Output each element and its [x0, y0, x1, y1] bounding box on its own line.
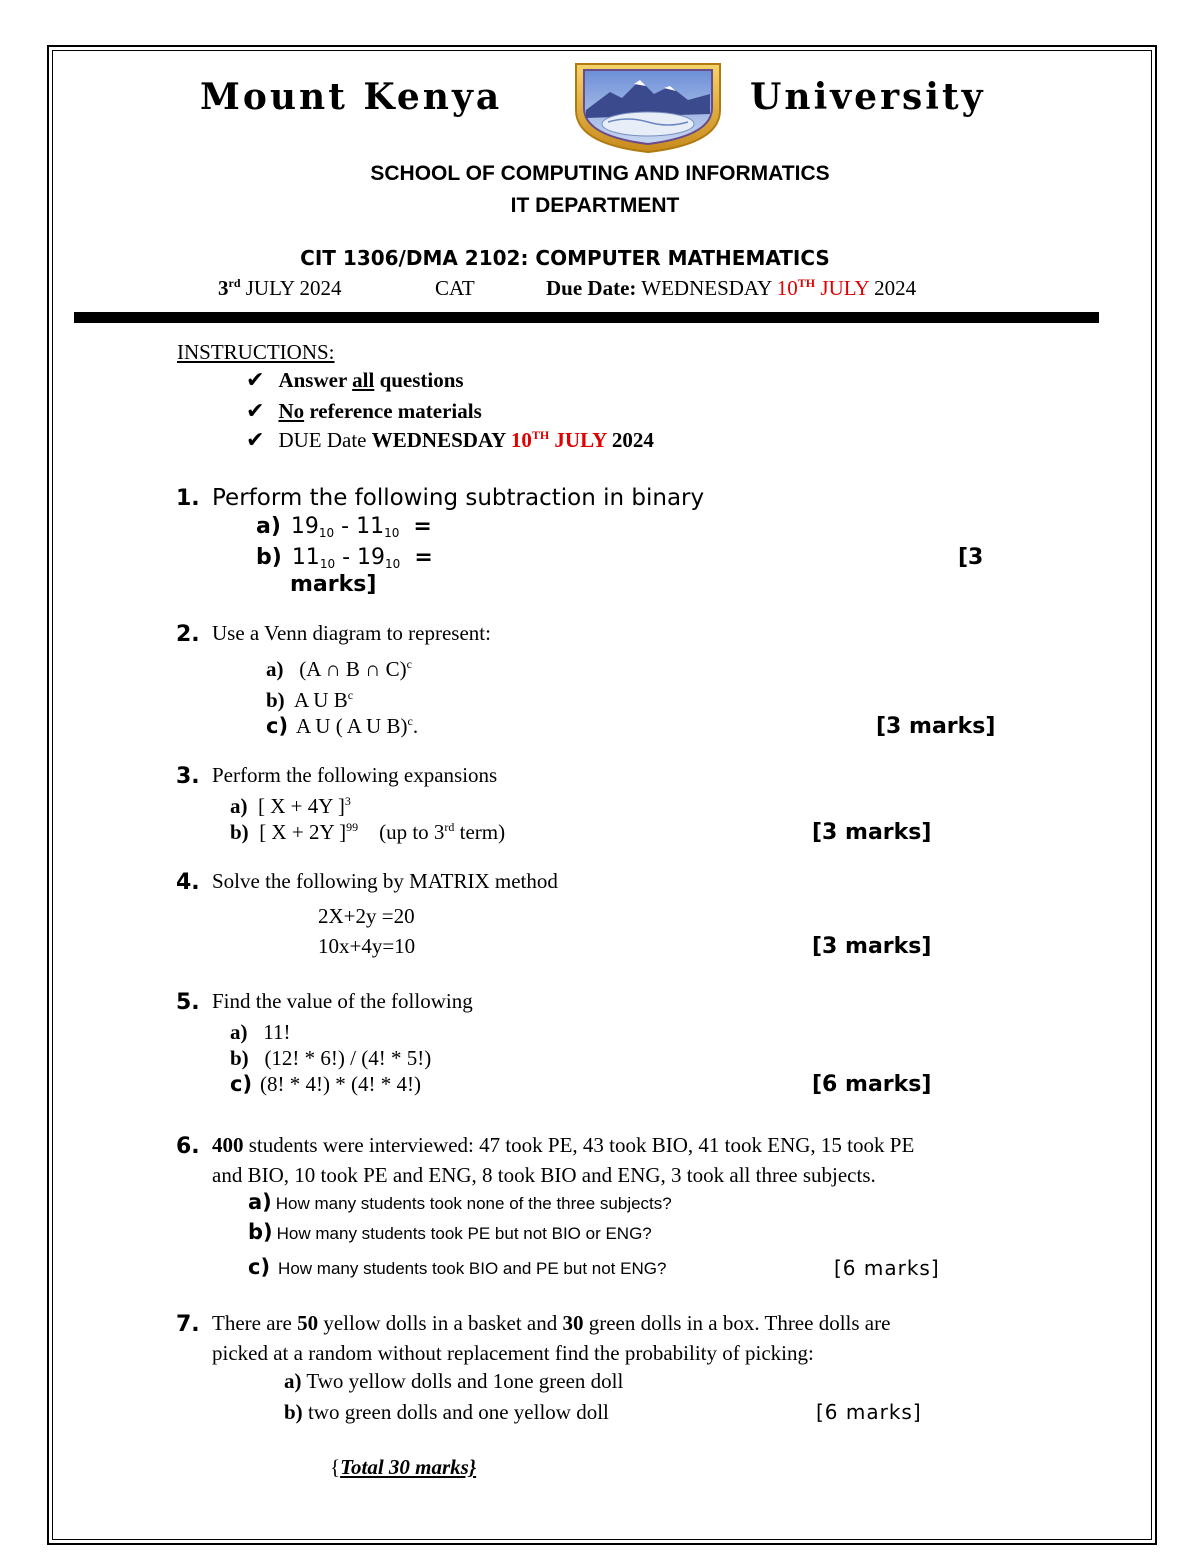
q1-b-n2: 19 — [357, 545, 386, 570]
q6-marks: [6 marks] — [834, 1256, 940, 1280]
q7-n1: 50 — [297, 1311, 319, 1335]
q7-number: 7. — [176, 1312, 200, 1337]
q1-a-eq: = — [413, 514, 432, 539]
q1-number: 1. — [176, 486, 200, 511]
q5-c-label: c) — [230, 1072, 253, 1096]
q1-a-s1: 10 — [318, 526, 335, 540]
q2-number: 2. — [176, 622, 200, 647]
q1-part-a — [256, 514, 432, 540]
q2-a-label: a) — [266, 657, 284, 681]
q3-a-text: [ X + 4Y ] — [258, 794, 345, 818]
q6-c-label: c) — [248, 1255, 271, 1279]
instruction-1-text-c: questions — [374, 368, 464, 392]
q1-b-n1: 11 — [291, 545, 320, 570]
q5-part-c — [230, 1072, 421, 1097]
q6-text-line1 — [212, 1133, 914, 1158]
q5-b-text: (12! * 6!) / (4! * 5!) — [264, 1046, 432, 1070]
q1-text: Perform the following subtraction in binary — [212, 485, 705, 511]
total-marks — [330, 1455, 476, 1480]
q1-b-s1: 10 — [319, 557, 336, 571]
university-logo — [568, 58, 728, 154]
q3-a-sup: 3 — [344, 794, 351, 808]
q3-marks: [3 marks] — [812, 820, 932, 845]
q2-part-b — [266, 688, 353, 713]
date-day: 3 — [218, 276, 229, 300]
q7-t3: green dolls in a box. Three dolls are — [583, 1311, 891, 1335]
instruction-2 — [246, 399, 482, 424]
q2-a-text: (A ∩ B ∩ C) — [299, 657, 407, 681]
q3-b-note-end: term) — [454, 820, 506, 844]
q6-a-text: How many students took none of the three subjects? — [275, 1194, 672, 1213]
q5-text: Find the value of the following — [212, 989, 473, 1013]
q6-part-c — [248, 1255, 666, 1279]
date-rest: JULY 2024 — [245, 276, 342, 300]
due-suffix: TH — [797, 276, 816, 290]
checkmark-icon: ✔ — [246, 399, 265, 424]
q5-part-a — [230, 1020, 290, 1045]
q6-number: 6. — [176, 1134, 200, 1159]
q1-b-label: b) — [256, 545, 282, 570]
instruction-2-text-a: No — [278, 399, 305, 423]
school-name: SCHOOL OF COMPUTING AND INFORMATICS — [370, 162, 830, 185]
q5-part-b — [230, 1046, 431, 1071]
q1-a-label: a) — [256, 514, 281, 539]
q2-a-sup: c — [406, 657, 412, 671]
q6-text1: students were interviewed: 47 took PE, 43 took BIO, 41 took ENG, 15 took PE — [243, 1133, 915, 1157]
q1-marks-part1: [3 — [958, 545, 984, 570]
q7-part-b — [284, 1400, 609, 1425]
due-weekday: WEDNESDAY — [641, 276, 772, 300]
q7-text-line1 — [212, 1311, 890, 1336]
due-label: Due Date: — [546, 276, 637, 300]
q6-c-text: How many students took BIO and PE but not ENG? — [278, 1259, 667, 1278]
course-title: CIT 1306/DMA 2102: COMPUTER MATHEMATICS — [300, 246, 830, 270]
q4-number: 4. — [176, 870, 200, 895]
q3-b-label: b) — [230, 820, 249, 844]
q1-b-s2: 10 — [385, 557, 401, 571]
q7-a-label: a) — [284, 1369, 302, 1393]
q6-text-line2: and BIO, 10 took PE and ENG, 8 took BIO and ENG, 3 took all three subjects. — [212, 1163, 876, 1187]
q2-c-label: c) — [266, 714, 289, 738]
instruction-3-text-e: JULY — [549, 428, 607, 452]
q2-b-sup: c — [347, 688, 354, 702]
q7-part-a — [284, 1369, 623, 1394]
q3-b-sup: 99 — [346, 820, 359, 834]
q7-t2: yellow dolls in a basket and — [318, 1311, 563, 1335]
q7-b-label: b) — [284, 1400, 303, 1424]
exam-date — [218, 276, 341, 301]
q6-count: 400 — [212, 1133, 244, 1157]
due-date — [546, 276, 916, 301]
q3-part-a — [230, 794, 351, 819]
instruction-3 — [246, 428, 654, 453]
q7-t1: There are — [212, 1311, 298, 1335]
q2-marks: [3 marks] — [876, 714, 996, 739]
q1-b-op: - — [335, 545, 358, 570]
instructions-title: INSTRUCTIONS: — [177, 340, 335, 364]
header-right-word: University — [750, 76, 986, 118]
q3-b-note: (up to 3 — [379, 820, 445, 844]
checkmark-icon: ✔ — [246, 428, 265, 453]
q1-marks-part2: marks] — [290, 572, 377, 597]
q4-equation-1: 2X+2y =20 — [318, 904, 415, 928]
q6-a-label: a) — [248, 1190, 272, 1214]
instruction-3-text-b: WEDNESDAY — [371, 428, 511, 452]
q3-number: 3. — [176, 764, 200, 789]
q7-b-text: two green dolls and one yellow doll — [307, 1400, 609, 1424]
instruction-1 — [246, 368, 464, 393]
due-year: 2024 — [874, 276, 917, 300]
q7-n2: 30 — [562, 1311, 584, 1335]
q2-part-a — [266, 657, 412, 682]
total-text: Total 30 marks} — [340, 1455, 477, 1479]
q1-b-eq: = — [414, 545, 433, 570]
due-month: JULY — [820, 276, 869, 300]
q3-b-text: [ X + 2Y ] — [259, 820, 347, 844]
q2-part-c: c) A U ( A U B)$^c$. — [266, 714, 419, 738]
q5-b-label: b) — [230, 1046, 249, 1070]
q6-b-label: b) — [248, 1220, 273, 1244]
q6-part-a — [248, 1190, 672, 1214]
header-left-word: Mount Kenya — [200, 76, 503, 118]
total-open: { — [330, 1455, 341, 1479]
instruction-3-text-a: DUE Date — [278, 428, 372, 452]
department-name: IT DEPARTMENT — [510, 194, 680, 217]
q2-b-text: A U B — [294, 688, 348, 712]
date-suffix: rd — [228, 276, 241, 290]
q7-a-text: Two yellow dolls and 1one green doll — [306, 1369, 624, 1393]
instruction-3-text-c: 10 — [510, 428, 532, 452]
due-day: 10 — [776, 276, 798, 300]
q1-a-op: - — [334, 514, 357, 539]
q6-b-text: How many students took PE but not BIO or ENG? — [276, 1224, 652, 1243]
q4-text: Solve the following by MATRIX method — [212, 869, 558, 893]
q5-marks: [6 marks] — [812, 1072, 932, 1097]
q7-text-line2: picked at a random without replacement find the probability of picking: — [212, 1341, 814, 1365]
q2-b-label: b) — [266, 688, 285, 712]
q1-a-n2: 11 — [356, 514, 385, 539]
q3-b-note-sup: rd — [444, 820, 455, 834]
exam-type: CAT — [435, 276, 475, 300]
q6-part-b — [248, 1220, 652, 1244]
q4-equation-2: 10x+4y=10 — [318, 934, 416, 958]
q1-part-b — [256, 545, 433, 571]
header-divider — [74, 312, 1099, 323]
q5-a-text: 11! — [263, 1020, 291, 1044]
q3-a-label: a) — [230, 794, 248, 818]
q2-c-sup: c — [407, 714, 413, 728]
q5-c-text: (8! * 4!) * (4! * 4!) — [260, 1072, 421, 1096]
q2-text: Use a Venn diagram to represent: — [212, 621, 491, 645]
q5-number: 5. — [176, 990, 200, 1015]
q2-c-text: A U ( A U B) — [296, 714, 408, 738]
instruction-1-text-b: all — [352, 368, 375, 392]
instruction-1-text-a: Answer — [278, 368, 353, 392]
q7-marks: [6 marks] — [816, 1400, 922, 1424]
q3-part-b — [230, 820, 505, 845]
q4-marks: [3 marks] — [812, 934, 932, 959]
instruction-3-text-f: 2024 — [606, 428, 654, 452]
q3-text: Perform the following expansions — [212, 763, 498, 787]
instruction-3-text-d: TH — [531, 428, 550, 442]
q1-a-s2: 10 — [384, 526, 400, 540]
instruction-2-text-b: reference materials — [304, 399, 482, 423]
checkmark-icon: ✔ — [246, 368, 265, 393]
q5-a-label: a) — [230, 1020, 248, 1044]
q1-a-n1: 19 — [290, 514, 319, 539]
